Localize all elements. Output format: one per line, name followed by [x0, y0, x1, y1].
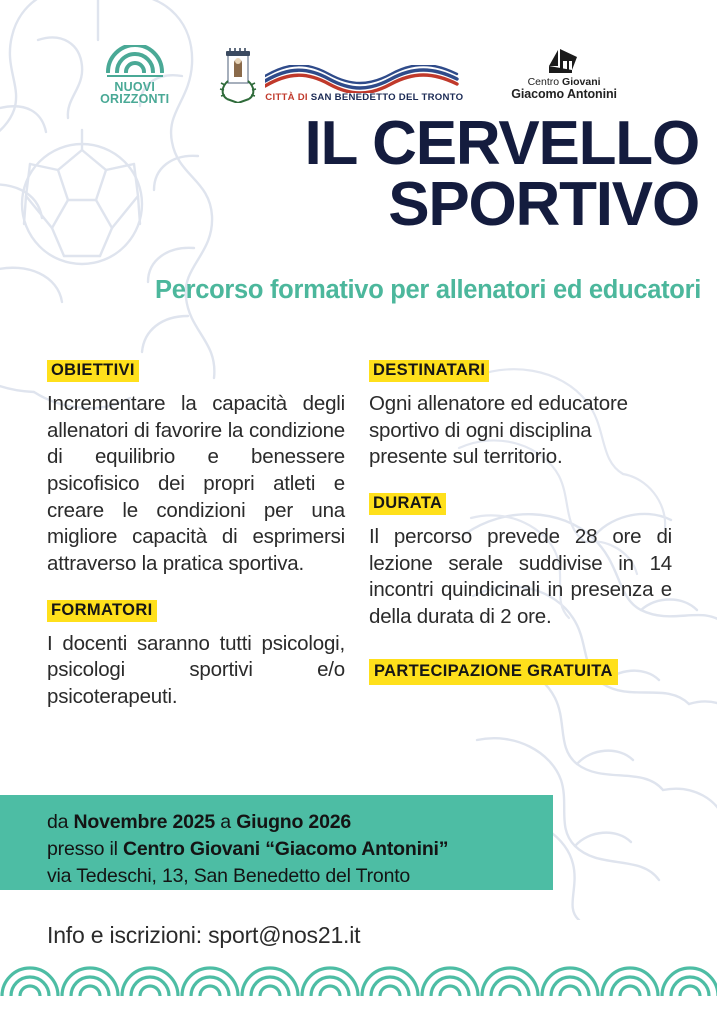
section-destinatari [369, 360, 672, 471]
bottom-arc-pattern [0, 966, 717, 1024]
title-line-1: IL CERVELLO [304, 109, 699, 178]
status-badge-partecipazione-gratuita: PARTECIPAZIONE GRATUITA [369, 659, 618, 685]
section-obiettivi [47, 360, 345, 578]
ribbon-icon [265, 65, 465, 93]
logo-rule-top [107, 75, 163, 78]
venue-date-end: Giugno 2026 [236, 811, 352, 833]
venue-date-start: Novembre 2025 [73, 811, 216, 833]
concentric-arcs-icon [104, 45, 166, 73]
venue-dates-mid: a [215, 811, 237, 833]
column-right [369, 360, 672, 711]
logo-cg-line2: Giacomo Antonini [511, 87, 617, 102]
logo-nuovi-orizzonti-label [100, 81, 169, 106]
page-title [0, 109, 699, 240]
logo-line1: NUOVI [114, 79, 155, 94]
building-mark-icon [546, 48, 582, 74]
logo-line2: ORIZZONTI [100, 91, 170, 106]
section-gratuita [369, 659, 672, 685]
logo-bar [0, 44, 717, 106]
logo-centro-giovani-label [511, 77, 617, 102]
section-body-formatori: I docenti saranno tutti psicologi, psicologi sportivi e/o psicoterapeuti. [47, 631, 345, 709]
logo-cg-light: Centro [527, 76, 560, 89]
section-tag-durata: DURATA [369, 493, 446, 515]
section-tag-formatori: FORMATORI [47, 600, 157, 622]
section-tag-destinatari: DESTINATARI [369, 360, 489, 382]
section-body-durata: Il percorso prevede 28 ore di lezione serale suddivise in 14 incontri quindicinali in presenza e della durata di 2 ore. [369, 525, 672, 629]
contact-info: Info e iscrizioni: sport@nos21.it [47, 922, 361, 948]
venue-place-name: Centro Giovani “Giacomo Antonini” [123, 837, 449, 860]
page-subtitle: Percorso formativo per allenatori ed educatori [155, 276, 701, 304]
title-line-2: SPORTIVO [388, 170, 699, 240]
venue-place-line [47, 836, 448, 863]
logo-nuovi-orizzonti [100, 45, 169, 105]
section-body-destinatari: Ogni allenatore ed educatore sportivo di ogni disciplina presente sul territorio. [369, 392, 628, 469]
venue-address-line: via Tedeschi, 13, San Benedetto del Tronto [47, 864, 411, 887]
content-columns [47, 360, 672, 711]
logo-centro-giovani [511, 48, 617, 102]
logo-city-red: CITTÀ DI [265, 92, 308, 104]
section-durata [369, 493, 672, 631]
venue-info-box [0, 795, 553, 890]
logo-cg-bold: Giovani [562, 76, 601, 89]
venue-dates-pre: da [47, 811, 74, 833]
section-tag-obiettivi: OBIETTIVI [47, 360, 139, 382]
venue-dates-line [47, 809, 448, 836]
column-left [47, 360, 345, 711]
venue-info-text [47, 809, 448, 890]
section-formatori [47, 600, 345, 711]
logo-city-navy: SAN BENEDETTO DEL TRONTO [310, 92, 464, 104]
city-crest-ribbon-icon [215, 47, 261, 103]
venue-place-pre: presso il [47, 837, 124, 860]
logo-citta-san-benedetto [215, 47, 465, 103]
section-body-obiettivi: Incrementare la capacità degli allenatori di favorire la condizione di equilibrio e benessere psicofisico dei propri atleti e creare le condizioni per una migliore capacità di esprimersi attraverso la pratica sportiva. [47, 392, 345, 575]
logo-city-label [265, 93, 465, 103]
